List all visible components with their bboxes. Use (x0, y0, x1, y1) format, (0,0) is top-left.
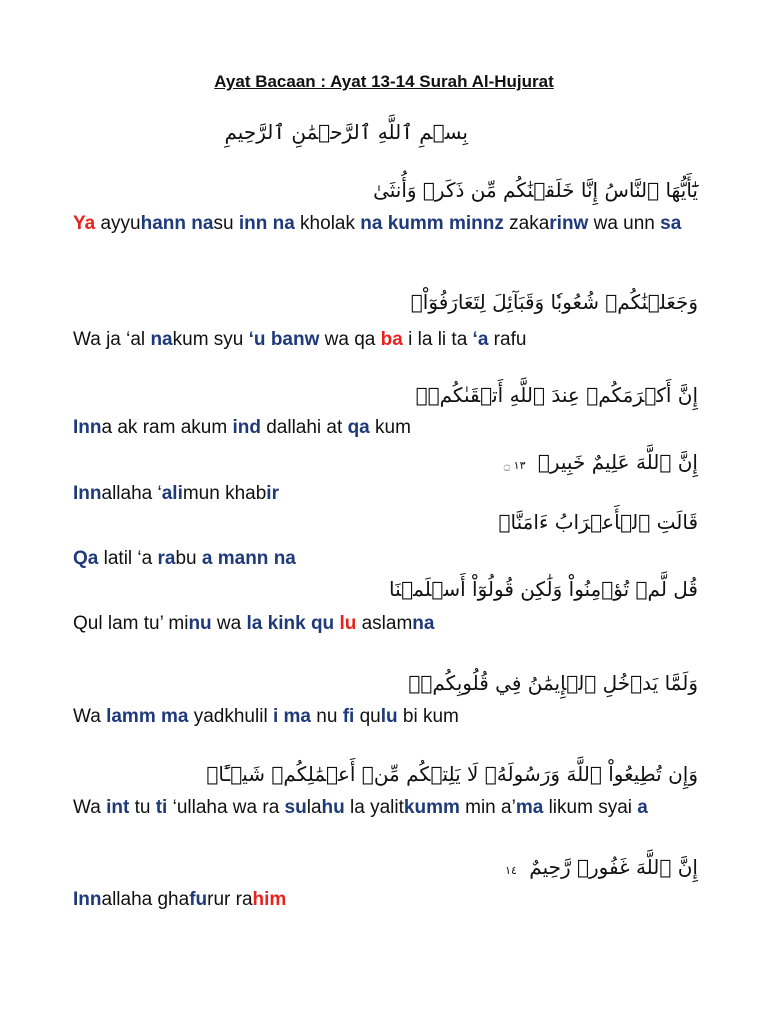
transliteration-segment: wa unn (588, 213, 661, 234)
transliteration-segment: ti (155, 797, 168, 818)
transliteration-segment: Ya (73, 213, 96, 234)
transliteration-segment: ‘u banw (248, 329, 320, 350)
transliteration-segment: ir (266, 483, 279, 504)
transliteration-segment: allaha ‘ (101, 483, 162, 504)
transliteration-segment: nu (188, 613, 212, 634)
transliteration-segment: Wa ja ‘al (73, 329, 151, 350)
arabic-line-1 (373, 178, 698, 202)
transliteration-segment: ‘a (472, 329, 489, 350)
transliteration-segment: su (213, 213, 239, 234)
transliteration-line-3 (73, 414, 693, 442)
transliteration-segment: qa (347, 417, 370, 438)
transliteration-segment: ra (157, 548, 176, 569)
transliteration-line-7 (73, 703, 693, 731)
transliteration-segment: rinw (549, 213, 589, 234)
transliteration-segment: hann na (140, 213, 214, 234)
transliteration-segment: ma (515, 797, 544, 818)
transliteration-segment: allaha gha (101, 889, 190, 910)
transliteration-segment: likum syai (543, 797, 638, 818)
transliteration-segment: int (106, 797, 130, 818)
transliteration-segment: Qul lam tu’ mi (73, 613, 189, 634)
transliteration-segment: hu (321, 797, 345, 818)
arabic-text: بِسۡمِ ٱللَّهِ ٱلرَّحۡمَٰنِ ٱلرَّحِيمِ (224, 120, 468, 144)
transliteration-segment: qu (354, 706, 381, 727)
transliteration-segment: dallahi at (260, 417, 348, 438)
arabic-line-5 (499, 510, 698, 534)
arabic-line-7 (408, 671, 698, 695)
transliteration-segment: kum syu (172, 329, 249, 350)
transliteration-segment: fu (189, 889, 208, 910)
arabic-text: قَالَتِ ٱلۡأَعۡرَابُ ءَامَنَّاۖ (498, 510, 698, 534)
transliteration-segment: su (284, 797, 307, 818)
transliteration-line-1 (73, 210, 693, 238)
transliteration-segment: la kink qu (246, 613, 340, 634)
transliteration-segment: zaka (503, 213, 550, 234)
transliteration-segment: min a’ (459, 797, 516, 818)
transliteration-segment: lu (380, 706, 398, 727)
transliteration-segment: kholak (294, 213, 361, 234)
transliteration-segment: la yalit (344, 797, 404, 818)
transliteration-segment: Wa (73, 797, 107, 818)
transliteration-segment: wa qa (319, 329, 381, 350)
transliteration-segment: inn na (238, 213, 295, 234)
transliteration-segment: a mann na (201, 548, 296, 569)
transliteration-line-9 (73, 886, 693, 914)
transliteration-segment: na kumm minnz (360, 213, 504, 234)
transliteration-segment: mun khab (182, 483, 267, 504)
transliteration-segment: rur ra (207, 889, 253, 910)
transliteration-segment: ali (161, 483, 183, 504)
arabic-text: وَإِن تُطِيعُواْ ٱللَّهَ وَرَسُولَهُۥ لَا يَلِتۡكُم مِّنۡ أَعۡمَٰلِكُمۡ شَيۡـًٔاۚ (206, 762, 698, 786)
page-title: Ayat Bacaan : Ayat 13-14 Surah Al-Hujurat (214, 72, 554, 91)
transliteration-segment: Inn (73, 417, 102, 438)
transliteration-segment: rafu (488, 329, 527, 350)
transliteration-segment: tu (129, 797, 156, 818)
transliteration-segment: i la li ta (402, 329, 473, 350)
transliteration-line-6 (73, 610, 693, 638)
arabic-text: إِنَّ أَكۡرَمَكُمۡ عِندَ ٱللَّهِ أَتۡقَىٰكُمۡۚ (415, 383, 698, 407)
transliteration-segment: fi (342, 706, 355, 727)
arabic-text: يَٰٓأَيُّهَا ٱلنَّاسُ إِنَّا خَلَقۡنَٰكُم مِّن ذَكَرٖ وَأُنثَىٰ (373, 178, 698, 202)
arabic-line-8 (206, 762, 698, 786)
arabic-line-3 (416, 383, 698, 407)
transliteration-segment: ba (380, 329, 403, 350)
transliteration-segment: Wa (73, 706, 107, 727)
transliteration-segment: Inn (73, 483, 102, 504)
transliteration-segment: nu (310, 706, 343, 727)
transliteration-segment: kumm (403, 797, 460, 818)
transliteration-segment: aslam (356, 613, 413, 634)
transliteration-segment: Inn (73, 889, 102, 910)
verse-number: ١٤ (505, 864, 517, 877)
arabic-line-9 (505, 855, 698, 879)
transliteration-segment: sa (660, 213, 682, 234)
transliteration-line-8 (73, 794, 693, 822)
transliteration-segment: kum (369, 417, 411, 438)
transliteration-segment: bu (175, 548, 202, 569)
transliteration-segment: la (306, 797, 322, 818)
transliteration-line-2 (73, 326, 693, 354)
transliteration-segment: ayyu (95, 213, 141, 234)
transliteration-segment: lamm ma (106, 706, 189, 727)
transliteration-segment: ‘ullaha wa ra (167, 797, 285, 818)
transliteration-segment: na (150, 329, 173, 350)
arabic-line-6 (389, 577, 698, 601)
transliteration-segment: bi kum (397, 706, 459, 727)
arabic-text: وَجَعَلۡنَٰكُمۡ شُعُوبٗا وَقَبَآئِلَ لِتَعَارَفُوٓاْۚ (410, 290, 698, 314)
transliteration-segment: i ma (272, 706, 311, 727)
arabic-line-4 (504, 450, 698, 474)
arabic-text: وَلَمَّا يَدۡخُلِ ٱلۡإِيمَٰنُ فِي قُلُوبِكُمۡۖ (408, 671, 698, 695)
transliteration-line-5 (73, 545, 693, 573)
arabic-text: إِنَّ ٱللَّهَ غَفُورٞ رَّحِيمٌ (529, 855, 698, 879)
transliteration-line-4 (73, 480, 693, 508)
transliteration-segment: him (252, 889, 287, 910)
transliteration-segment: na (412, 613, 435, 634)
transliteration-segment: a ak ram akum (101, 417, 233, 438)
transliteration-segment: lu (339, 613, 357, 634)
transliteration-segment: ind (232, 417, 261, 438)
transliteration-segment: latil ‘a (98, 548, 158, 569)
transliteration-segment: Qa (73, 548, 99, 569)
verse-number: ١٣ ۝ (503, 459, 526, 472)
transliteration-segment: wa (211, 613, 247, 634)
transliteration-segment: yadkhulil (188, 706, 273, 727)
arabic-text: إِنَّ ٱللَّهَ عَلِيمٌ خَبِيرٞ (537, 450, 698, 474)
arabic-line-basmala (224, 120, 468, 144)
arabic-line-2 (411, 290, 698, 314)
transliteration-segment: a (637, 797, 648, 818)
arabic-text: قُل لَّمۡ تُؤۡمِنُواْ وَلَٰكِن قُولُوٓاْ أَسۡلَمۡنَا (389, 577, 698, 601)
